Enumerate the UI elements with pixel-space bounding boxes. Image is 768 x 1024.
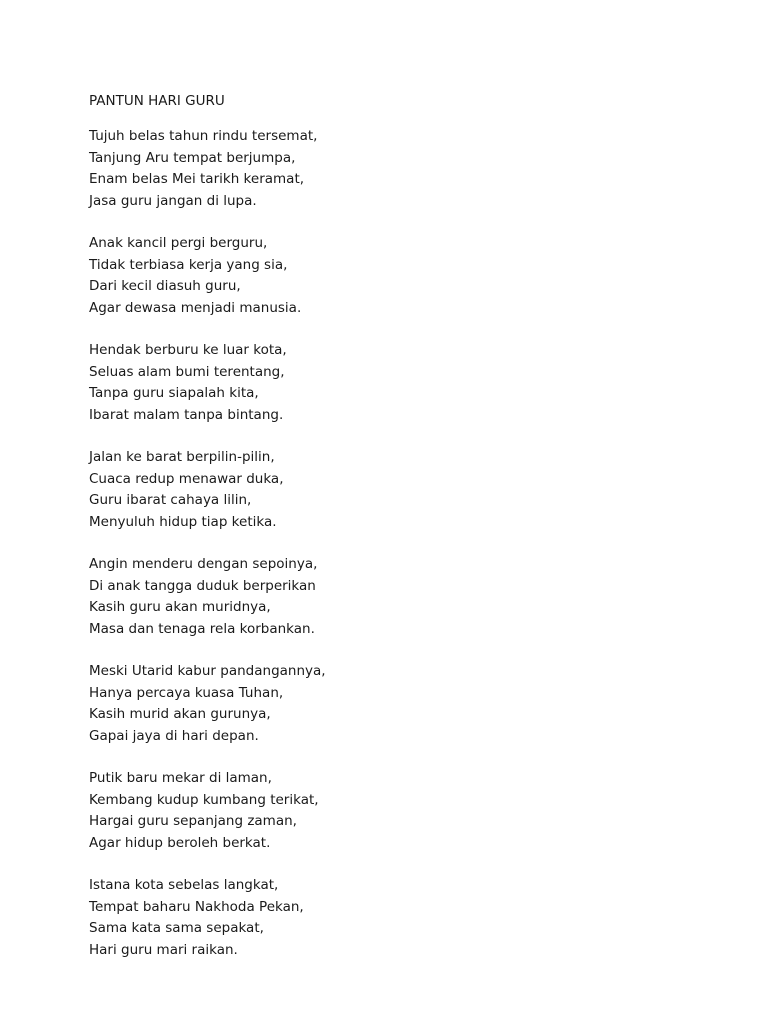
poem-line: Kasih murid akan gurunya,	[89, 706, 271, 722]
poem-line: Di anak tangga duduk berperikan	[89, 577, 316, 594]
poem-line: Sama kata sama sepakat,	[89, 920, 264, 936]
poem-line: Dari kecil diasuh guru,	[89, 278, 241, 294]
stanza	[89, 447, 729, 554]
poem-line: Gapai jaya di hari depan.	[89, 727, 259, 744]
poem-line: Agar hidup beroleh berkat.	[89, 834, 271, 851]
poem-line: Anak kancil pergi berguru,	[89, 235, 268, 251]
poem-line: Enam belas Mei tarikh keramat,	[89, 171, 305, 187]
poem-line: Kembang kudup kumbang terikat,	[89, 791, 319, 808]
poem-line: Tempat baharu Nakhoda Pekan,	[89, 898, 304, 915]
stanza	[89, 554, 729, 661]
poem-line: Jasa guru jangan di lupa.	[89, 192, 257, 209]
poem-line: Seluas alam bumi terentang,	[89, 363, 285, 380]
poem-line: Masa dan tenaga rela korbankan.	[89, 620, 315, 637]
poem-line: Ibarat malam tanpa bintang.	[89, 406, 284, 423]
poem-line: Hargai guru sepanjang zaman,	[89, 813, 297, 829]
poem-line: Hendak berburu ke luar kota,	[89, 342, 287, 358]
poem-line: Cuaca redup menawar duka,	[89, 470, 284, 487]
stanza	[89, 126, 729, 233]
poem-line: Tanjung Aru tempat berjumpa,	[89, 149, 296, 166]
document-title: PANTUN HARI GURU	[89, 93, 225, 109]
poem-line: Hanya percaya kuasa Tuhan,	[89, 684, 284, 701]
stanza	[89, 233, 729, 340]
stanza	[89, 768, 729, 875]
poem-line: Tujuh belas tahun rindu tersemat,	[89, 128, 318, 144]
poem-line: Putik baru mekar di laman,	[89, 770, 272, 786]
poem-line: Kasih guru akan muridnya,	[89, 599, 271, 615]
poem-line: Agar dewasa menjadi manusia.	[89, 299, 302, 316]
stanza	[89, 340, 729, 447]
stanza	[89, 875, 729, 982]
poem-line: Tanpa guru siapalah kita,	[89, 385, 259, 401]
poem-line: Tidak terbiasa kerja yang sia,	[89, 256, 288, 273]
poem-line: Meski Utarid kabur pandangannya,	[89, 663, 326, 679]
poem-line: Angin menderu dengan sepoinya,	[89, 556, 318, 572]
stanza	[89, 661, 729, 768]
poem-line: Hari guru mari raikan.	[89, 941, 238, 958]
poem-line: Guru ibarat cahaya lilin,	[89, 492, 252, 508]
poem-line: Istana kota sebelas langkat,	[89, 877, 279, 893]
poem-body	[89, 126, 729, 982]
poem-line: Jalan ke barat berpilin-pilin,	[89, 449, 275, 465]
poem-line: Menyuluh hidup tiap ketika.	[89, 513, 277, 530]
